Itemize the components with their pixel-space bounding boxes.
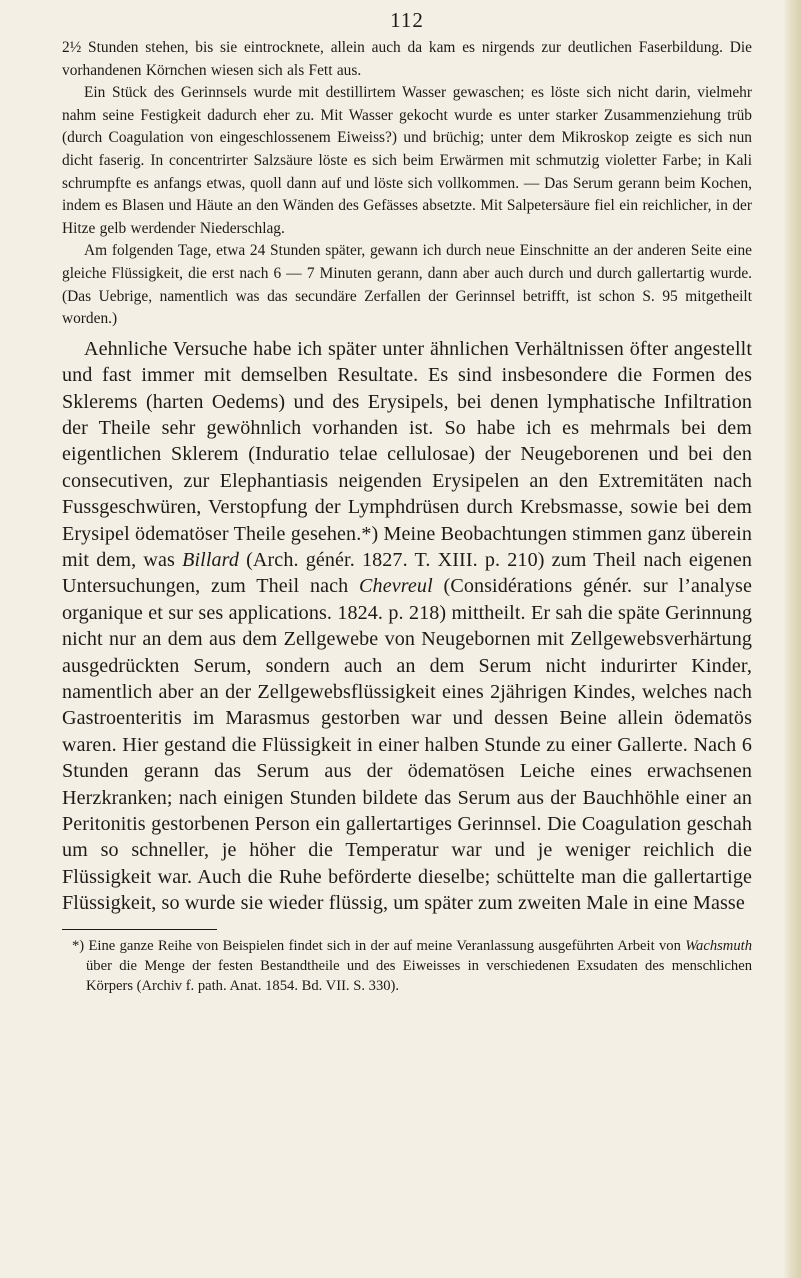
main-text-part-1: Aehnliche Versuche habe ich später unter ähnlichen Verhältnissen öfter angestellt und fast immer mit demselben Resultate. Es sind insbesondere die Formen des Sklerems (harten Oedems) und des Erysipels, bei denen lymphatische Infiltration der Theile sehr gewöhnlich vorhanden ist. So habe ich es mehrmals bei dem eigentlichen Sklerem (Induratio telae cellulosae) der Neugeborenen und bei den consecutiven, zur Elephantiasis neigenden Erysipelen an den Extremitäten nach Fussgeschwüren, Verstopfung der Lymphdrüsen durch Krebsmasse, sowie bei dem Erysipel ödematöser Theile gesehen.*) Meine Beobachtungen stimmen ganz überein mit dem, was (62, 337, 752, 571)
footnote-part-1: *) Eine ganze Reihe von Beispielen findet sich in der auf meine Veranlassung ausgeführten Arbeit von (72, 937, 686, 954)
main-text-part-2: (Arch. génér. 1827. T. XIII. p. 210) zum Theil nach eigenen Untersuchungen, zum Theil nach (62, 548, 752, 598)
page-edge-shadow (783, 0, 801, 1278)
small-print-section (62, 37, 752, 331)
page-number: 112 (390, 8, 424, 32)
main-text-part-3: (Considérations génér. sur l’analyse organique et sur ses applications. 1824. p. 218) mittheilt. Er sah die späte Gerinnung nicht nur an dem aus dem Zellgewebe von Neugebornen mit Zellgewebsverhärtung ausgedrückten Serum, sondern auch an dem Serum nicht indurirter Kinder, namentlich aber an der Zellgewebsflüssigkeit eines 2jährigen Kindes, welches nach Gastroenteritis im Marasmus gestorben war und dessen Beine allein ödematös waren. Hier gestand die Flüssigkeit in einer halben Stunde zu einer Gallerte. Nach 6 Stunden gerann das Serum aus der ödematösen Leiche eines erwachsenen Herzkranken; nach einigen Stunden bildete das Serum aus der Bauchhöhle einer an Peritonitis gestorbenen Person ein gallertartiges Gerinnsel. Die Coagulation geschah um so schneller, je höher die Temperatur war und je weniger reichlich die Flüssigkeit war. Auch die Ruhe beförderte dieselbe; schüttelte man die gallertartige Flüssigkeit, so wurde sie wieder flüssig, um später zum zweiten Male in eine Masse (62, 575, 752, 915)
author-name-wachsmuth: Wachsmuth (685, 937, 752, 954)
small-paragraph-2: Ein Stück des Gerinnsels wurde mit destillirtem Wasser gewaschen; es löste sich nicht darin, vielmehr nahm seine Festigkeit dadurch eher zu. Mit Wasser gekocht wurde es unter starker Zusammenziehung trüb (durch Coagulation von eingeschlossenem Eiweiss?) und brüchig; unter dem Mikroskop zeigte es sich nun dicht faserig. In concentrirter Salzsäure löste es sich beim Erwärmen mit schmutzig violetter Farbe; in Kali schrumpfte es anfangs etwas, quoll dann auf und löste sich vollkommen. — Das Serum gerann beim Kochen, indem es Blasen und Häute an den Wänden des Gefässes absetzte. Mit Salpetersäure fiel ein reichlicher, in der Hitze gelb werdender Niederschlag. (62, 84, 752, 237)
author-name-chevreul: Chevreul (359, 575, 433, 598)
main-paragraph (62, 336, 752, 917)
book-page (62, 8, 752, 996)
footnote-part-2: über die Menge der festen Bestandtheile und des Eiweisses in verschiedenen Exsudaten des menschlichen Körpers (Archiv f. path. Anat. 1854. Bd. VII. S. 330). (86, 957, 752, 994)
footnote-paragraph (62, 936, 752, 996)
main-text-section (62, 336, 752, 917)
footnote (62, 936, 752, 996)
small-paragraph-1: 2½ Stunden stehen, bis sie eintrocknete, allein auch da kam es nirgends zur deutlichen Faserbildung. Die vorhandenen Körnchen wiesen sich als Fett aus. (62, 39, 752, 79)
footnote-divider (62, 929, 217, 930)
small-paragraph-3: Am folgenden Tage, etwa 24 Stunden später, gewann ich durch neue Einschnitte an der anderen Seite eine gleiche Flüssigkeit, die erst nach 6 — 7 Minuten gerann, dann aber auch durch und durch gallertartig wurde. (Das Uebrige, namentlich was das secundäre Zerfallen der Gerinnsel betrifft, ist schon S. 95 mitgetheilt worden.) (62, 242, 752, 328)
author-name-billard: Billard (182, 548, 239, 571)
